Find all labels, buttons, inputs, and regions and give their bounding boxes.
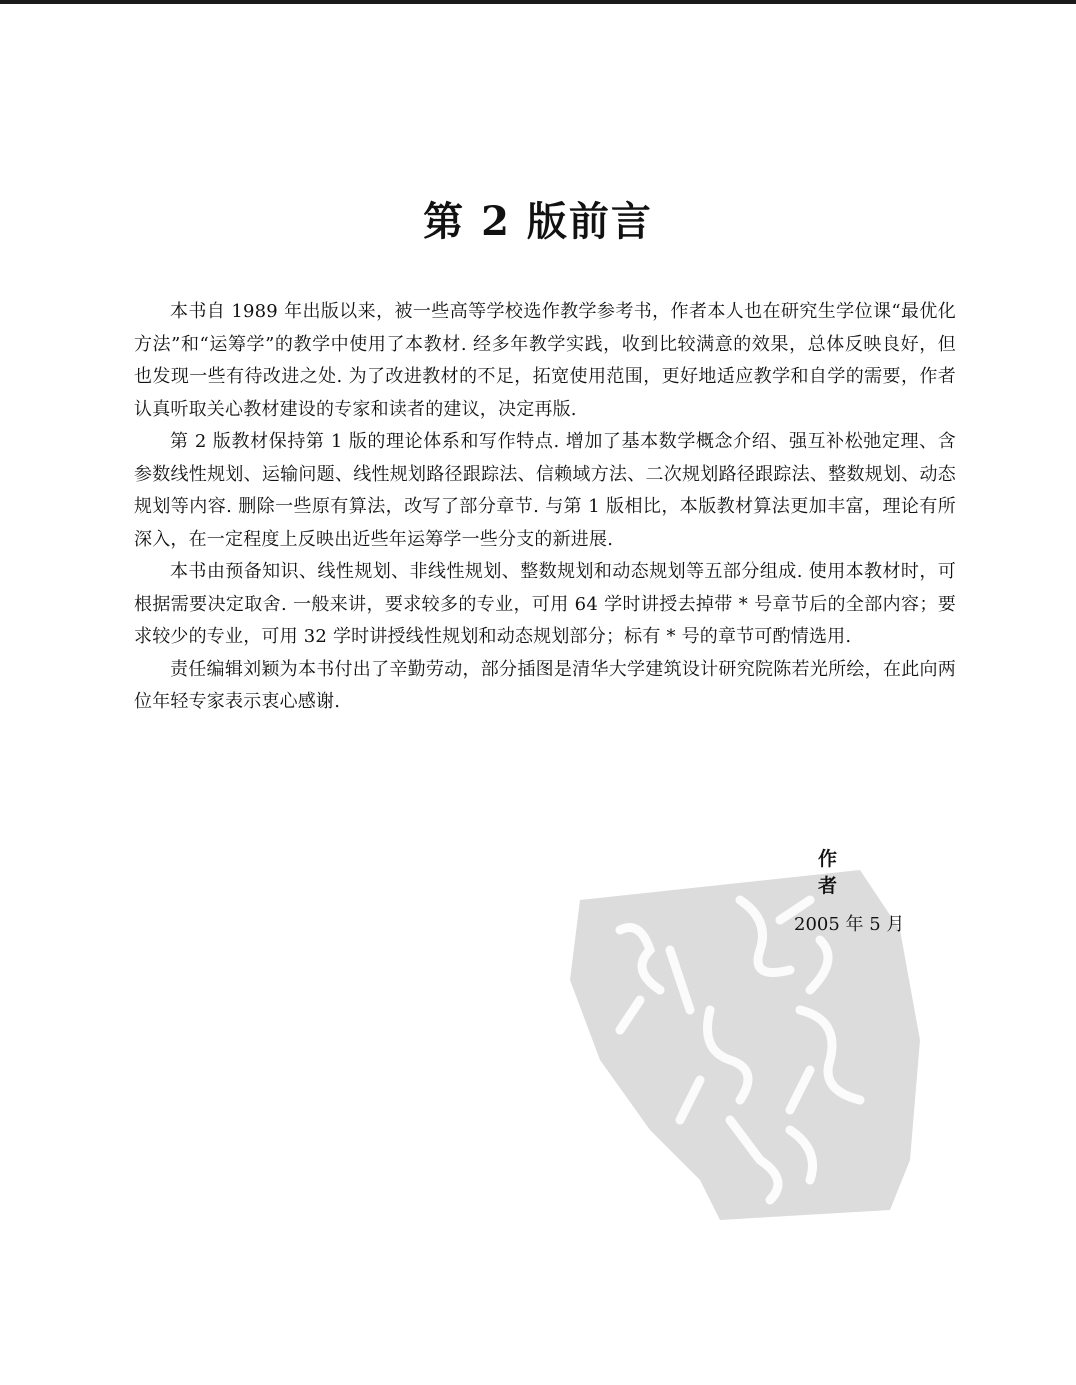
preface-body bbox=[134, 296, 956, 719]
paragraph-3: 本书由预备知识、线性规划、非线性规划、整数规划和动态规划等五部分组成. 使用本教材时，可根据需要决定取舍. 一般来讲，要求较多的专业，可用 64 学时讲授去掉带 * 号章节后的全部内容；要求较少的专业，可用 32 学时讲授线性规划和动态规划部分；标有 * 号的章节可酌情选用. bbox=[134, 561, 956, 647]
page-title: 第 2 版前言 bbox=[423, 198, 653, 245]
top-border-line bbox=[0, 0, 1076, 4]
author-label: 作 者 bbox=[818, 848, 860, 897]
signature-block bbox=[780, 844, 920, 936]
paragraph-2: 第 2 版教材保持第 1 版的理论体系和写作特点. 增加了基本数学概念介绍、强互补松弛定理、含参数线性规划、运输问题、线性规划路径跟踪法、信赖域方法、二次规划路径跟踪法、整数规划、动态规划等内容. 删除一些原有算法，改写了部分章节. 与第 1 版相比，本版教材算法更加丰富，理论有所深入，在一定程度上反映出近些年运筹学一些分支的新进展. bbox=[134, 431, 956, 550]
paragraph-4: 责任编辑刘颖为本书付出了辛勤劳动，部分插图是清华大学建筑设计研究院陈若光所绘，在此向两位年轻专家表示衷心感谢. bbox=[134, 658, 956, 712]
date-label: 2005 年 5 月 bbox=[794, 914, 905, 935]
paragraph-1: 本书自 1989 年出版以来，被一些高等学校选作教学参考书，作者本人也在研究生学位课“最优化方法”和“运筹学”的教学中使用了本教材. 经多年教学实践，收到比较满意的效果，总体反映良好，但也发现一些有待改进之处. 为了改进教材的不足，拓宽使用范围，更好地适应教学和自学的需要，作者认真听取关心教材建设的专家和读者的建议，决定再版. bbox=[134, 301, 956, 420]
